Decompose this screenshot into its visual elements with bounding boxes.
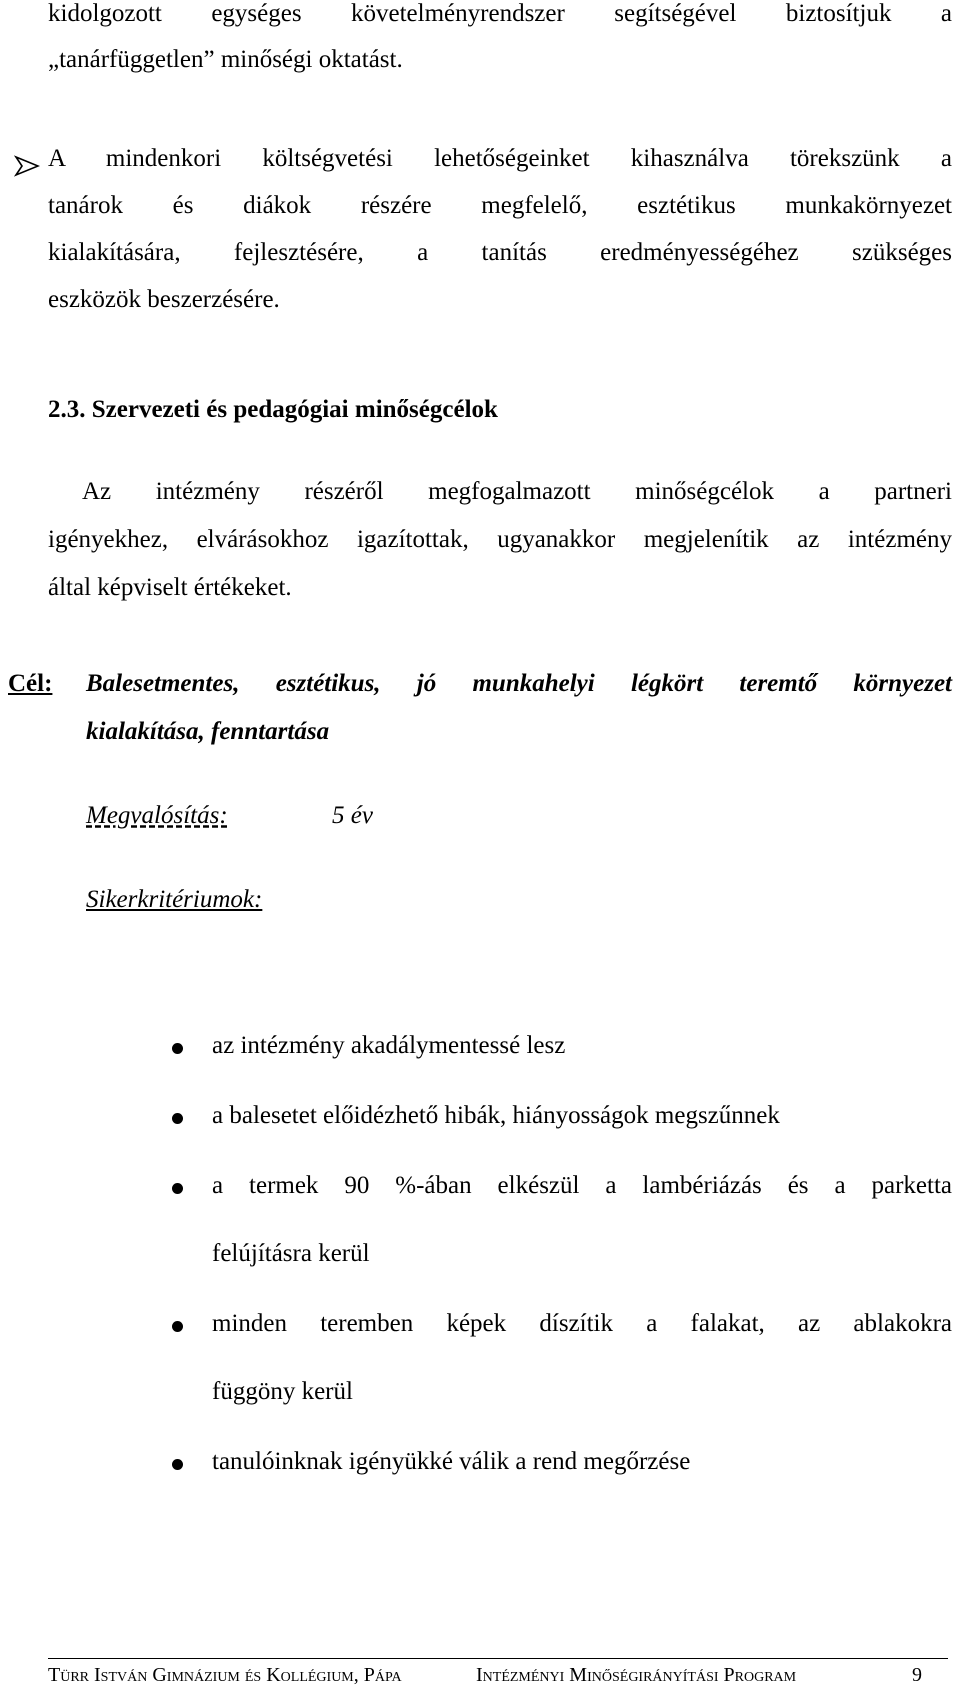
body-line-1: Az intézmény részéről megfogalmazott minőségcélok a partneri: [82, 478, 952, 505]
section-title: Szervezeti és pedagógiai minőségcélok: [91, 396, 498, 423]
footer-right: Intézményi Minőségirányítási Program: [476, 1664, 797, 1686]
intro-line-2: „tanárfüggetlen” minőségi oktatást.: [48, 46, 403, 73]
criteria-item-3-line-2: felújításra kerül: [212, 1240, 370, 1267]
bullet-dot-icon: [172, 1043, 183, 1054]
arrow-item-line-1: A mindenkori költségvetési lehetőségeinket kihasználva törekszünk a: [48, 145, 952, 172]
criteria-item-3-line-1: a termek 90 %-ában elkészül a lambériázás és a parketta: [212, 1172, 952, 1199]
footer-left: Türr István Gimnázium és Kollégium, Pápa: [48, 1664, 402, 1686]
criteria-item-2: a balesetet előidézhető hibák, hiányosságok megszűnnek: [212, 1102, 780, 1129]
criteria-item-4-line-2: függöny kerül: [212, 1378, 353, 1405]
realization-label: Megvalósítás:: [86, 802, 228, 829]
arrow-item-line-2: tanárok és diákok részére megfelelő, esztétikus munkakörnyezet: [48, 192, 952, 219]
section-heading: [48, 396, 498, 424]
arrow-item-line-3: kialakítására, fejlesztésére, a tanítás eredményességéhez szükséges: [48, 239, 952, 266]
goal-line-2: kialakítása, fenntartása: [86, 718, 330, 745]
bullet-dot-icon: [172, 1459, 183, 1470]
intro-line-1: kidolgozott egységes követelményrendszer segítségével biztosítjuk a: [48, 0, 952, 27]
footer-rule: [48, 1658, 948, 1659]
goal-label: Cél:: [8, 670, 53, 697]
bullet-dot-icon: [172, 1113, 183, 1124]
criteria-item-5: tanulóinknak igényükké válik a rend megőrzése: [212, 1448, 691, 1475]
criteria-label: Sikerkritériumok:: [86, 886, 263, 913]
criteria-item-1: az intézmény akadálymentessé lesz: [212, 1032, 566, 1059]
criteria-item-4-line-1: minden teremben képek díszítik a falakat, az ablakokra: [212, 1310, 952, 1337]
body-line-2: igényekhez, elvárásokhoz igazítottak, ugyanakkor megjelenítik az intézmény: [48, 526, 952, 553]
arrow-item-line-4: eszközök beszerzésére.: [48, 286, 280, 313]
realization-value: 5 év: [332, 802, 373, 829]
bullet-dot-icon: [172, 1183, 183, 1194]
body-line-3: által képviselt értékeket.: [48, 574, 292, 601]
section-number: 2.3.: [48, 396, 86, 423]
goal-line-1: Balesetmentes, esztétikus, jó munkahelyi légkört teremtő környezet: [86, 670, 952, 697]
arrow-bullet-icon: [14, 155, 40, 177]
footer-page-number: 9: [912, 1664, 922, 1686]
bullet-dot-icon: [172, 1321, 183, 1332]
